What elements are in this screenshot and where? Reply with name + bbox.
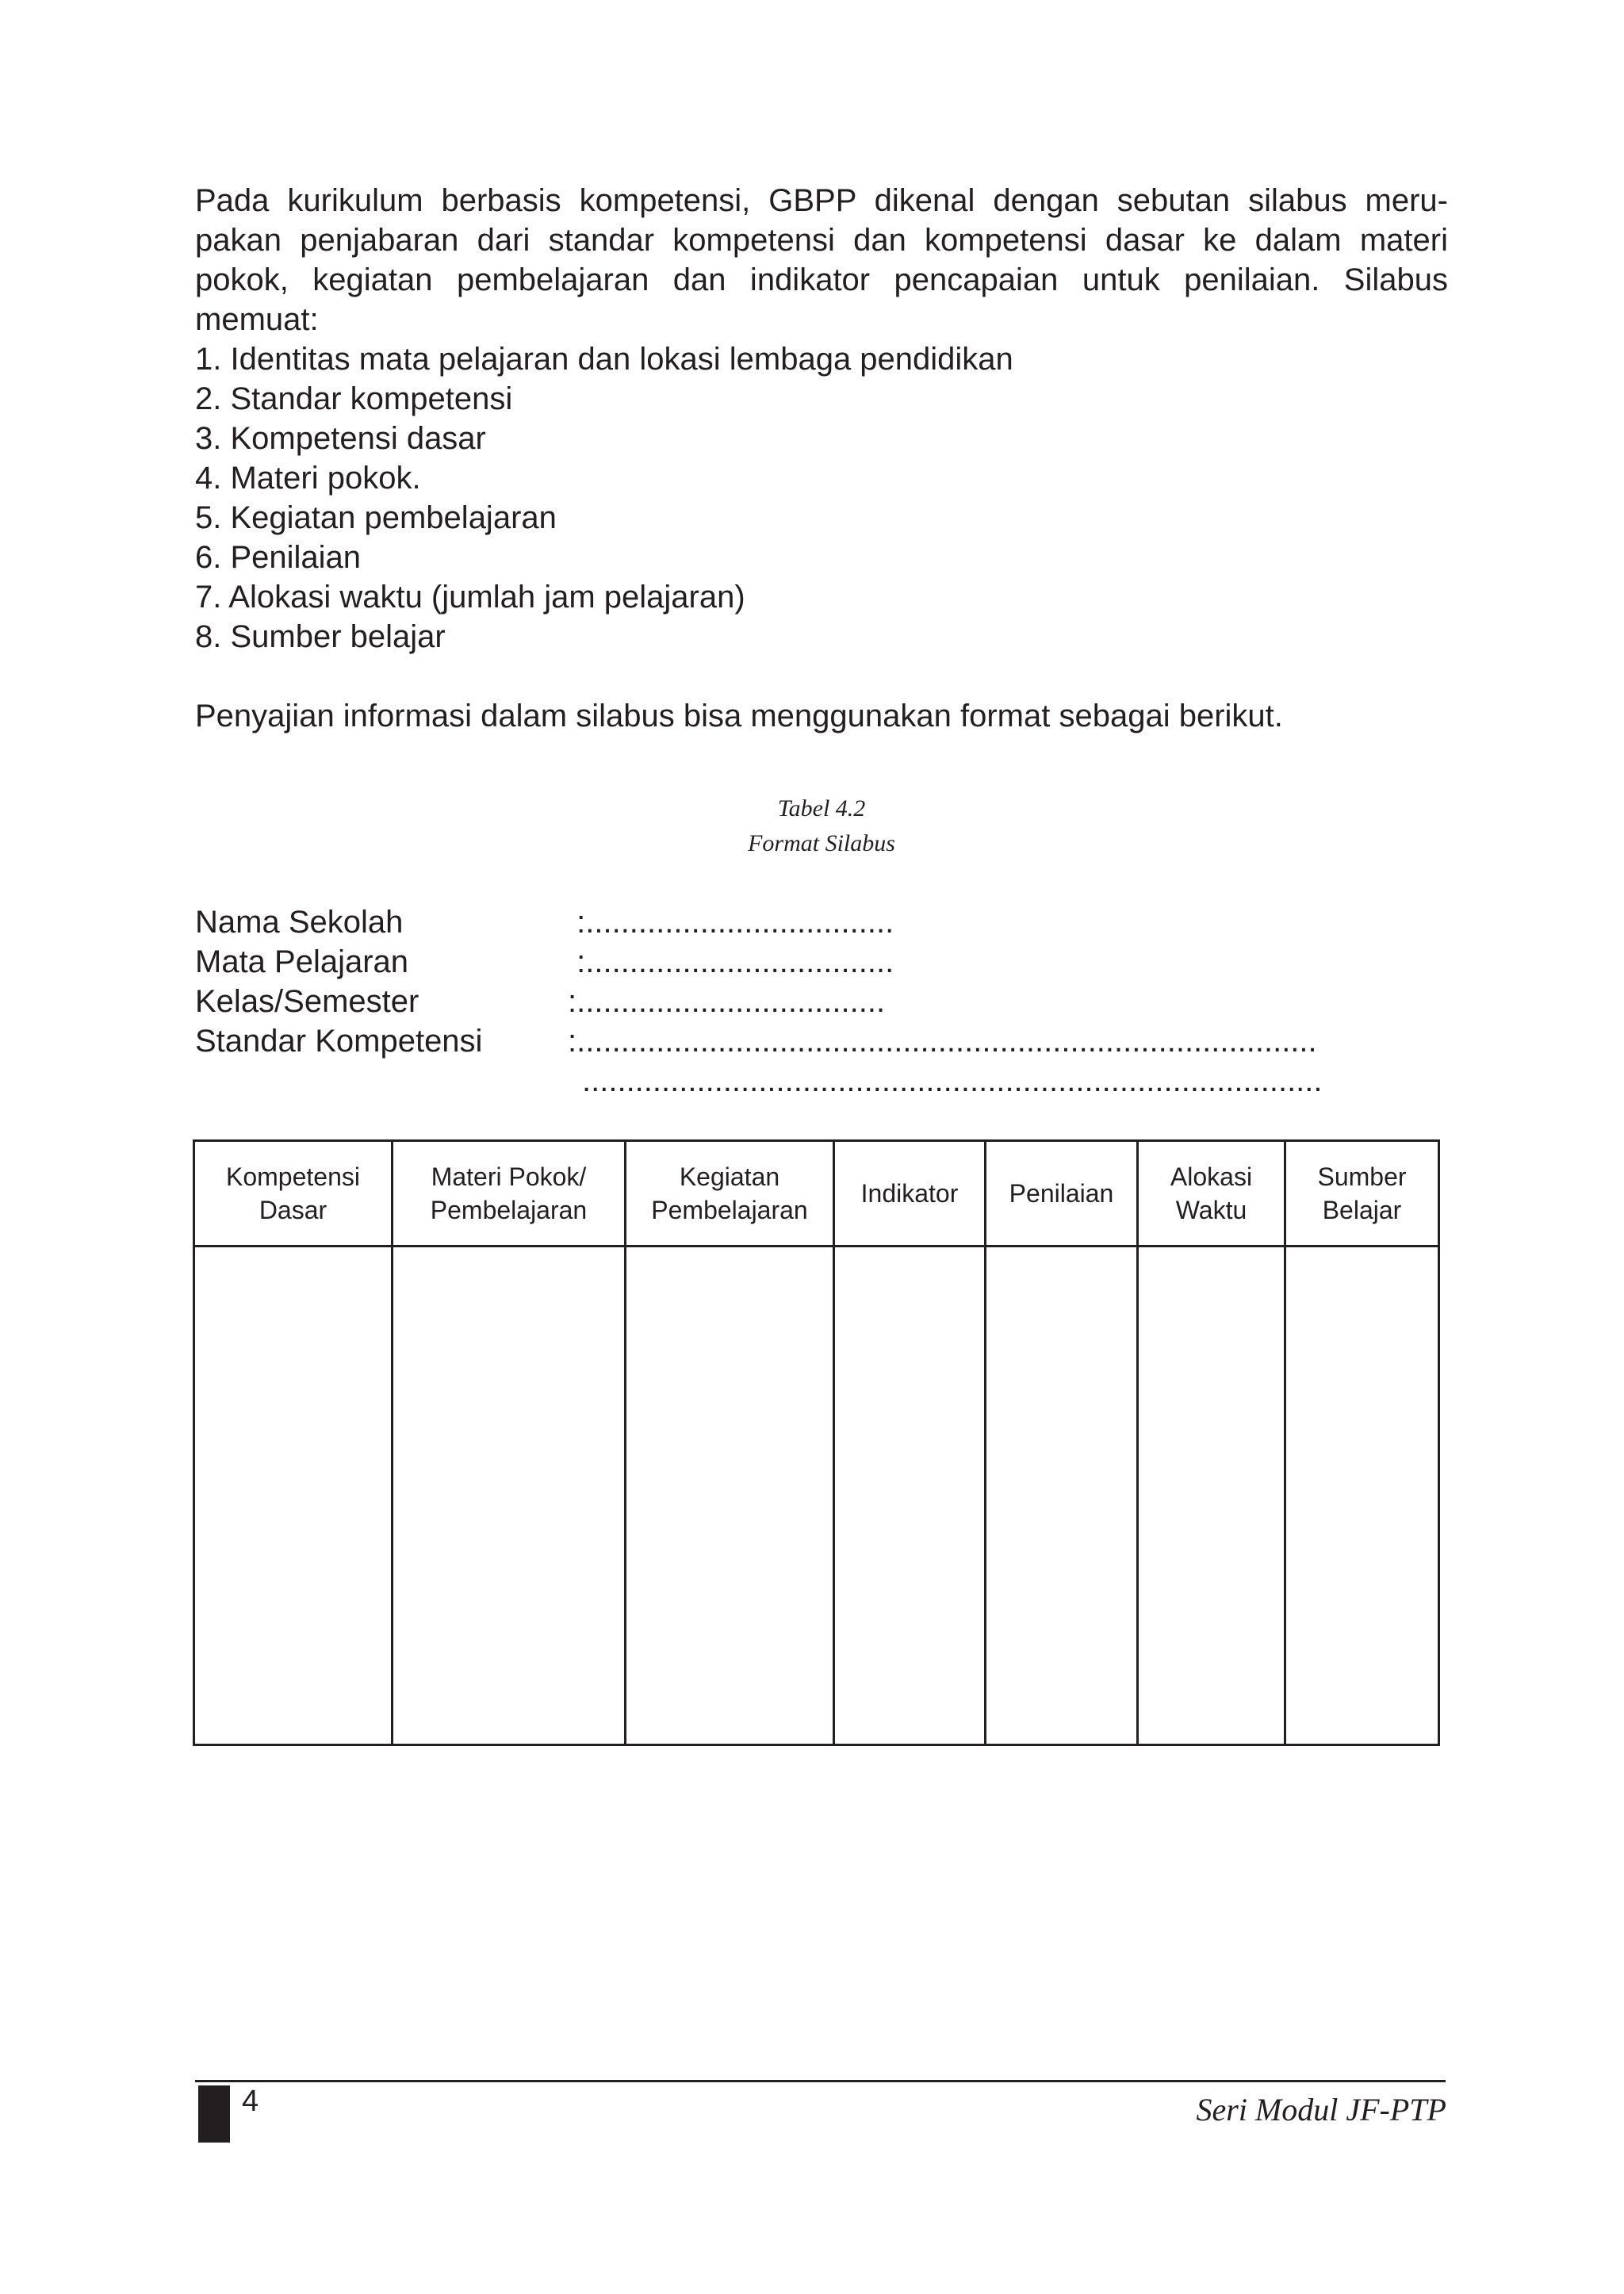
table-cell [986,1247,1138,1745]
syllabus-form-fields [195,902,1448,1101]
table-cell [834,1247,986,1745]
field-row-class-semester [195,982,1448,1021]
field-label: Nama Sekolah [195,905,404,940]
table-cell [194,1247,393,1745]
column-header-competency: Kompetensi Dasar [194,1141,393,1247]
field-separator: : [568,1024,577,1059]
column-header-assessment: Penilaian [986,1141,1138,1247]
field-blank: .................................................................................... [576,1024,1317,1059]
list-item: 1. Identitas mata pelajaran dan lokasi lembaga pendidikan [195,342,1013,377]
table-caption-title: Format Silabus [748,830,895,856]
column-header-time-allocation: Alokasi Waktu [1138,1141,1285,1247]
field-row-competency-standard [195,1021,1448,1061]
table-cell [1138,1247,1285,1745]
field-row-subject [195,942,1448,982]
syllabus-contents-list [195,339,1448,657]
field-blank: ................................... [585,905,894,940]
list-item: 8. Sumber belajar [195,619,446,654]
field-separator: : [568,905,586,940]
table-cell [626,1247,834,1745]
list-item: 2. Standar kompetensi [195,381,513,416]
field-blank-continuation: .................................................................................... [582,1063,1323,1098]
list-item: 4. Materi pokok. [195,461,421,496]
column-header-learning-activities: Kegiatan Pembelajaran [626,1141,834,1247]
field-blank: ................................... [585,944,894,979]
list-item: 6. Penilaian [195,540,362,575]
column-header-subject-matter: Materi Pokok/ Pembelajaran [393,1141,626,1247]
intro-paragraph: Pada kurikulum berbasis kompetensi, GBPP dikenal dengan sebutan silabus meru-pakan penjabaran dari standar kompetensi dan kompetensi dasar ke dalam materi pokok, kegiatan pembelajaran dan indikator pencapaian untuk penilaian. Silabus memuat: [195,183,1448,337]
page-content [195,181,1448,1101]
column-header-learning-resources: Sumber Belajar [1285,1141,1439,1247]
page-marker-block [198,2085,230,2143]
list-item: 5. Kegiatan pembelajaran [195,500,557,535]
table-cell [1285,1247,1439,1745]
field-row-school [195,902,1448,942]
list-item: 7. Alokasi waktu (jumlah jam pelajaran) [195,580,745,615]
table-header-row [194,1141,1439,1247]
field-separator: : [568,944,586,979]
field-label: Mata Pelajaran [195,944,409,979]
footer-divider [195,2080,1446,2082]
field-label: Kelas/Semester [195,984,419,1019]
field-label: Standar Kompetensi [195,1024,483,1059]
field-separator: : [568,984,577,1019]
column-header-indicator: Indikator [834,1141,986,1247]
syllabus-format-table [193,1139,1440,1746]
table-cell [393,1247,626,1745]
table-row [194,1247,1439,1745]
field-blank: ................................... [576,984,886,1019]
format-sentence: Penyajian informasi dalam silabus bisa menggunakan format sebagai berikut. [195,699,1283,733]
page-number: 4 [242,2085,259,2118]
series-title: Seri Modul JF-PTP [1196,2092,1446,2127]
list-item: 3. Kompetensi dasar [195,421,486,456]
table-caption [195,791,1448,861]
table-caption-number: Tabel 4.2 [777,795,866,821]
